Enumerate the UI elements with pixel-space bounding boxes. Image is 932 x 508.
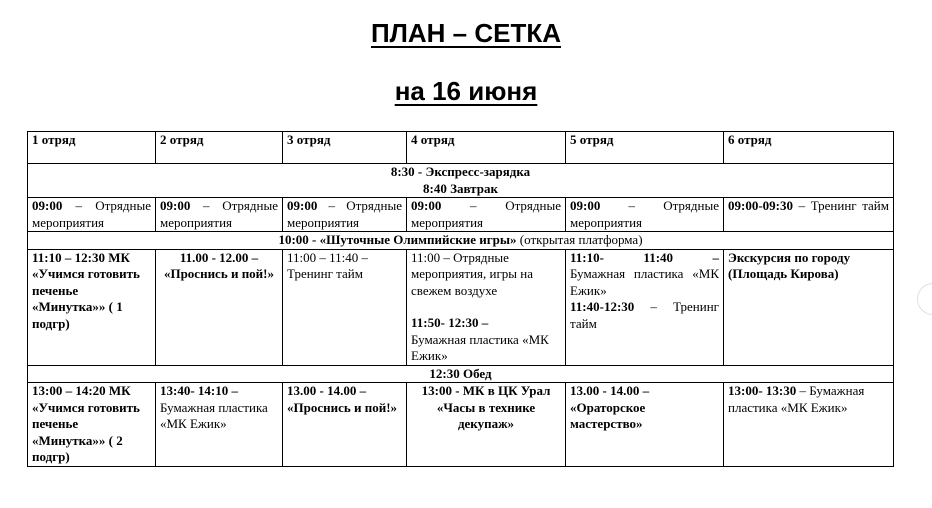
activity-b: – Тренинг тайм	[570, 299, 719, 331]
cell-1300-squad-6	[724, 383, 894, 467]
event-place: (открытая платформа)	[516, 232, 643, 247]
cell-0900-squad-1	[28, 198, 156, 232]
cell-1100-squad-4	[407, 249, 566, 365]
scroll-edge-circle	[917, 283, 932, 315]
activity: – Отрядные мероприятия	[570, 198, 719, 230]
activity: – Тренинг тайм	[793, 198, 889, 213]
lunch-cell: 12:30 Обед	[28, 365, 894, 383]
cell-1100-squad-5	[566, 249, 724, 365]
time: 09:00	[160, 198, 191, 213]
cell-0900-squad-2	[156, 198, 283, 232]
header-squad-2: 2 отряд	[156, 132, 283, 164]
activity: – Отрядные мероприятия	[287, 198, 402, 230]
event-title: «Шуточные Олимпийские игры»	[319, 232, 517, 247]
activity-b: Бумажная пластика «МК Ежик»	[411, 331, 549, 363]
time: 09:00	[287, 198, 318, 213]
activity: – Отрядные мероприятия	[32, 198, 151, 230]
cell-1300-squad-1: 13:00 – 14:20 МК «Учимся готовить печенье «Минутка»» ( 2 подгр)	[28, 383, 156, 467]
exercise-line: 8:30 - Экспресс-зарядка	[390, 164, 531, 179]
schedule-table	[27, 131, 894, 467]
table-row-lunch	[28, 365, 894, 383]
time: 09:00-09:30	[728, 198, 793, 213]
time: 11:50- 12:30 –	[411, 315, 489, 330]
header-squad-4: 4 отряд	[407, 132, 566, 164]
time: 09:00	[570, 198, 601, 213]
table-row-1300	[28, 383, 894, 467]
time: 13:00- 13:30	[728, 383, 797, 398]
cell-1100-squad-1: 11:10 – 12:30 МК «Учимся готовить печенье «Минутка»» ( 1 подгр)	[28, 249, 156, 365]
time: 09:00	[411, 198, 442, 213]
activity-b-line	[570, 299, 719, 332]
header-squad-5: 5 отряд	[566, 132, 724, 164]
cell-0900-squad-4	[407, 198, 566, 232]
time: 11:40-12:30	[570, 299, 635, 314]
time: 13:40- 14:10 –	[160, 383, 238, 398]
activity: – Бумажная пластика «МК Ежик»	[728, 383, 865, 415]
cell-0900-squad-3	[283, 198, 407, 232]
header-squad-6: 6 отряд	[724, 132, 894, 164]
cell-1300-squad-4: 13:00 - МК в ЦК Урал «Часы в технике декупаж»	[407, 383, 566, 467]
table-row-1100	[28, 249, 894, 365]
activity: – Отрядные мероприятия	[411, 198, 561, 230]
spacer	[411, 299, 561, 315]
breakfast-line: 8:40 Завтрак	[423, 180, 498, 196]
header-squad-3: 3 отряд	[283, 132, 407, 164]
page-title: ПЛАН – СЕТКА	[370, 18, 562, 48]
table-row-1000	[28, 232, 894, 250]
cell-1100-squad-2: 11.00 - 12.00 – «Проснись и пой!»	[156, 249, 283, 365]
time: 10:00 -	[278, 232, 320, 247]
activity-a: 11:00 – Отрядные мероприятия, игры на свежем воздухе	[411, 249, 534, 298]
cell-0900-squad-5	[566, 198, 724, 232]
activity: – Отрядные мероприятия	[160, 198, 278, 230]
common-morning-cell	[28, 164, 894, 198]
cell-1300-squad-3: 13.00 - 14.00 – «Проснись и пой!»	[283, 383, 407, 467]
cell-1300-squad-5: 13.00 - 14.00 – «Ораторское мастерство»	[566, 383, 724, 467]
cell-1300-squad-2	[156, 383, 283, 467]
activity-a: Бумажная пластика «МК Ежик»	[570, 266, 719, 298]
cell-0900-squad-6	[724, 198, 894, 232]
cell-1100-squad-3: 11:00 – 11:40 – Тренинг тайм	[283, 249, 407, 365]
common-1000-cell	[28, 232, 894, 250]
cell-1100-squad-6: Экскурсия по городу (Площадь Кирова)	[724, 249, 894, 365]
header-squad-1: 1 отряд	[28, 132, 156, 164]
table-header-row	[28, 132, 894, 164]
table-row-0900	[28, 198, 894, 232]
table-row-morning	[28, 164, 894, 198]
activity: Бумажная пластика «МК Ежик»	[160, 399, 268, 431]
page-subtitle: на 16 июня	[394, 76, 538, 106]
time: 11:10- 11:40 –	[570, 249, 719, 265]
time: 09:00	[32, 198, 63, 213]
